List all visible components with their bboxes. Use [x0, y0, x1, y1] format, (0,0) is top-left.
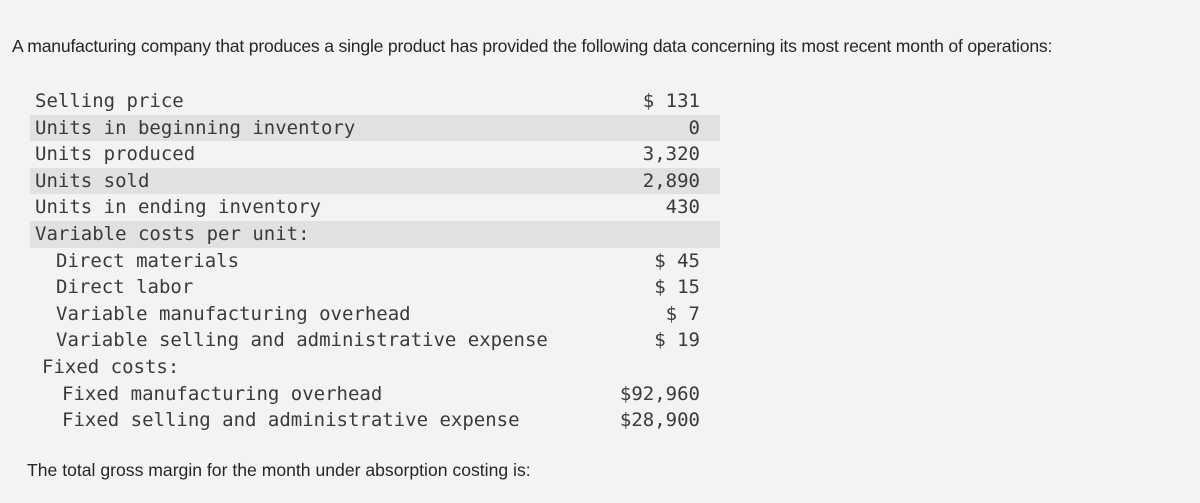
table-row	[30, 168, 720, 195]
data-table	[30, 88, 720, 434]
table-row	[30, 407, 720, 434]
row-value: $ 7	[665, 302, 700, 325]
table-row	[30, 141, 720, 168]
row-label: Units sold	[35, 169, 150, 192]
table-row	[30, 327, 720, 354]
problem-intro: A manufacturing company that produces a single product has provided the following data concerning its most recent month of operations:	[12, 36, 1053, 56]
table-row	[30, 381, 720, 408]
row-label: Fixed costs:	[42, 355, 180, 378]
table-row	[30, 274, 720, 301]
table-row	[30, 88, 720, 115]
row-label: Selling price	[35, 90, 184, 112]
row-label: Units in beginning inventory	[35, 116, 356, 139]
row-value: 3,320	[642, 143, 700, 166]
row-value: $ 15	[654, 276, 700, 299]
row-value: $92,960	[619, 382, 700, 405]
row-value: $ 131	[642, 90, 700, 112]
row-label: Variable selling and administrative expense	[56, 329, 548, 352]
table-row	[30, 115, 720, 142]
table-row	[30, 301, 720, 328]
row-value: $ 19	[654, 329, 700, 352]
row-value: 0	[688, 116, 700, 139]
table-row	[30, 354, 720, 381]
row-label: Units in ending inventory	[35, 196, 321, 219]
row-value: 430	[665, 196, 700, 219]
table-row	[30, 194, 720, 221]
row-label: Direct materials	[56, 249, 240, 272]
question-prompt: The total gross margin for the month under absorption costing is:	[27, 460, 531, 480]
row-label: Fixed manufacturing overhead	[62, 382, 383, 405]
row-value: $28,900	[619, 409, 700, 432]
row-label: Direct labor	[56, 276, 194, 299]
row-label: Units produced	[35, 143, 196, 166]
row-value: $ 45	[654, 249, 700, 272]
row-label: Fixed selling and administrative expense	[62, 409, 520, 432]
row-label: Variable costs per unit:	[35, 222, 310, 245]
row-label: Variable manufacturing overhead	[56, 302, 411, 325]
table-row	[30, 221, 720, 248]
row-value: 2,890	[642, 169, 700, 192]
table-row	[30, 248, 720, 275]
